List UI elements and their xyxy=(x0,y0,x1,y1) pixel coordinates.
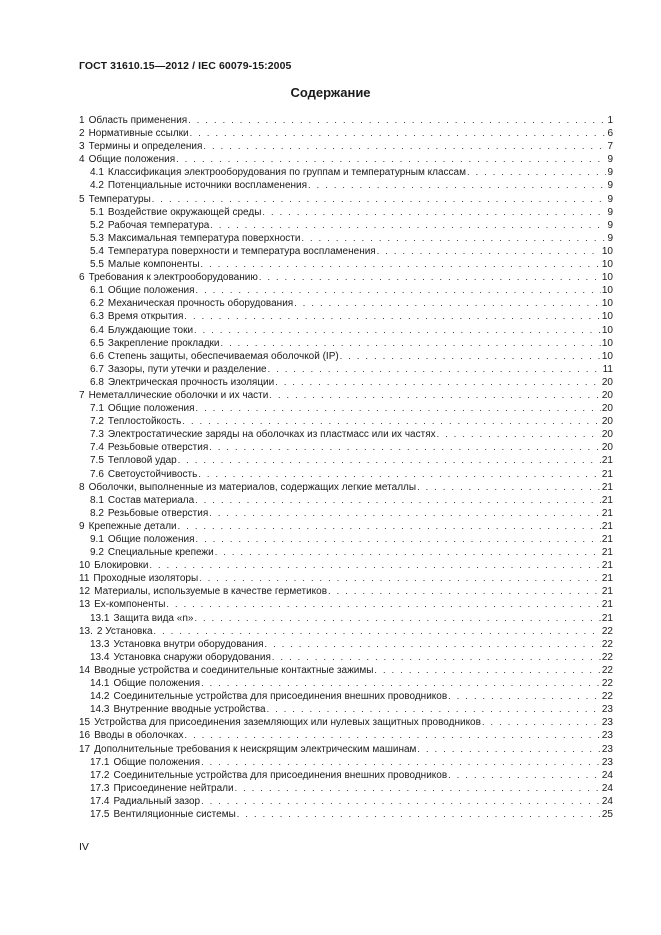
toc-entry-title: Механическая прочность оборудования xyxy=(107,298,294,310)
toc-entry[interactable] xyxy=(79,310,613,323)
toc-dot-leader xyxy=(265,638,601,651)
toc-entry[interactable] xyxy=(79,153,613,166)
toc-entry-title: Зазоры, пути утечки и разделение xyxy=(107,363,267,375)
toc-entry-title: Специальные крепежи xyxy=(107,547,214,559)
toc-entry-page: 21 xyxy=(601,507,613,519)
document-header: ГОСТ 31610.15—2012 / IEC 60079-15:2005 xyxy=(79,60,292,72)
toc-entry-title: Требования к электрооборудованию xyxy=(88,272,258,284)
toc-entry-page: 21 xyxy=(601,468,613,480)
toc-entry[interactable] xyxy=(79,441,613,454)
toc-entry-title: Установка внутри оборудования xyxy=(113,638,264,650)
toc-entry-title: Материалы, используемые в качестве герметиков xyxy=(94,586,328,598)
toc-entry[interactable] xyxy=(79,415,613,428)
toc-dot-leader xyxy=(194,612,600,625)
toc-entry-page: 9 xyxy=(607,193,613,205)
toc-entry[interactable] xyxy=(79,743,613,756)
toc-dot-leader xyxy=(417,481,601,494)
page-number: IV xyxy=(79,841,89,853)
toc-dot-leader xyxy=(269,389,601,402)
toc-entry-number: 6.7 xyxy=(90,363,104,375)
toc-dot-leader xyxy=(190,127,607,140)
toc-dot-leader xyxy=(209,441,601,454)
toc-entry-page: 6 xyxy=(607,128,613,140)
toc-entry-page: 10 xyxy=(601,272,613,284)
toc-entry-title: Общие положения xyxy=(113,678,201,690)
toc-entry-page: 10 xyxy=(601,337,613,349)
toc-entry-page: 21 xyxy=(601,481,613,493)
toc-entry-title: Устройства для присоединения заземляющих или нулевых защитных проводников xyxy=(94,717,481,729)
toc-entry[interactable] xyxy=(79,454,613,467)
toc-entry[interactable] xyxy=(79,782,613,795)
toc-entry-number: 7 xyxy=(79,389,85,401)
toc-dot-leader xyxy=(188,114,606,127)
toc-dot-leader xyxy=(203,140,606,153)
toc-entry[interactable] xyxy=(79,598,613,611)
toc-entry-title: Блуждающие токи xyxy=(107,324,194,336)
toc-entry[interactable] xyxy=(79,769,613,782)
toc-entry-title: Резьбовые отверстия xyxy=(107,507,209,519)
toc-entry-title: Максимальная температура поверхности xyxy=(107,232,301,244)
toc-entry[interactable] xyxy=(79,297,613,310)
toc-entry-title: Температура поверхности и температура воспламенения xyxy=(107,245,376,257)
toc-dot-leader xyxy=(195,494,601,507)
toc-entry-page: 24 xyxy=(601,782,613,794)
toc-entry-page: 10 xyxy=(601,298,613,310)
toc-entry-number: 17.3 xyxy=(90,782,110,794)
toc-entry-number: 10 xyxy=(79,560,91,572)
toc-entry-page: 10 xyxy=(601,350,613,362)
toc-entry-page: 23 xyxy=(601,704,613,716)
toc-entry-page: 23 xyxy=(601,743,613,755)
toc-entry-title: Нормативные ссылки xyxy=(88,128,189,140)
toc-dot-leader xyxy=(176,153,606,166)
toc-dot-leader xyxy=(201,258,601,271)
toc-entry-page: 9 xyxy=(607,219,613,231)
toc-entry-title: Ex-компоненты xyxy=(94,599,166,611)
toc-entry-page: 10 xyxy=(601,259,613,271)
toc-entry[interactable] xyxy=(79,193,613,206)
toc-entry-page: 10 xyxy=(601,324,613,336)
toc-dot-leader xyxy=(237,808,601,821)
toc-dot-leader xyxy=(301,232,606,245)
toc-entry[interactable] xyxy=(79,219,613,232)
toc-entry[interactable] xyxy=(79,808,613,821)
toc-entry-number: 14 xyxy=(79,664,91,676)
toc-entry-number: 7.1 xyxy=(90,403,104,415)
toc-entry-number: 5.1 xyxy=(90,206,104,218)
toc-entry-page: 9 xyxy=(607,167,613,179)
toc-entry-number: 14.1 xyxy=(90,678,110,690)
toc-entry-title: Степень защиты, обеспечиваемая оболочкой (IP) xyxy=(107,350,339,362)
toc-entry[interactable] xyxy=(79,559,613,572)
toc-entry-page: 23 xyxy=(601,717,613,729)
toc-entry-title: Воздействие окружающей среды xyxy=(107,206,262,218)
toc-entry-page: 21 xyxy=(601,547,613,559)
toc-entry-number: 8.2 xyxy=(90,507,104,519)
toc-entry-title: Общие положения xyxy=(107,403,195,415)
toc-entry[interactable] xyxy=(79,494,613,507)
toc-entry-title: Общие положения xyxy=(113,756,201,768)
toc-entry-number: 4.1 xyxy=(90,167,104,179)
toc-dot-leader xyxy=(199,572,601,585)
toc-entry-number: 5.4 xyxy=(90,245,104,257)
toc-entry[interactable] xyxy=(79,337,613,350)
toc-entry[interactable] xyxy=(79,651,613,664)
toc-entry[interactable] xyxy=(79,572,613,585)
toc-entry-page: 25 xyxy=(601,808,613,820)
toc-dot-leader xyxy=(268,363,602,376)
toc-entry-title: Термины и определения xyxy=(88,141,203,153)
toc-dot-leader xyxy=(294,297,601,310)
toc-entry-number: 6.1 xyxy=(90,285,104,297)
toc-entry-page: 21 xyxy=(601,599,613,611)
toc-entry-page: 23 xyxy=(601,730,613,742)
toc-entry-title: 2 Установка xyxy=(96,625,153,637)
toc-dot-leader xyxy=(185,729,601,742)
toc-entry-page: 22 xyxy=(601,651,613,663)
toc-entry[interactable] xyxy=(79,179,613,192)
toc-entry-page: 20 xyxy=(601,416,613,428)
toc-dot-leader xyxy=(235,782,601,795)
toc-entry[interactable] xyxy=(79,664,613,677)
toc-dot-leader xyxy=(166,598,600,611)
toc-entry-title: Состав материала xyxy=(107,494,195,506)
toc-entry-number: 6.3 xyxy=(90,311,104,323)
toc-dot-leader xyxy=(215,546,601,559)
toc-entry-title: Закрепление прокладки xyxy=(107,337,220,349)
toc-entry-page: 23 xyxy=(601,756,613,768)
toc-entry[interactable] xyxy=(79,324,613,337)
toc-entry[interactable] xyxy=(79,232,613,245)
toc-entry[interactable] xyxy=(79,795,613,808)
toc-dot-leader xyxy=(184,310,600,323)
toc-entry-number: 13.4 xyxy=(90,651,110,663)
toc-dot-leader xyxy=(220,337,600,350)
toc-entry-title: Электрическая прочность изоляции xyxy=(107,376,275,388)
toc-entry-number: 5 xyxy=(79,193,85,205)
toc-dot-leader xyxy=(275,376,601,389)
toc-entry-page: 9 xyxy=(607,232,613,244)
toc-entry-title: Время открытия xyxy=(107,311,184,323)
toc-entry-number: 12 xyxy=(79,586,91,598)
toc-entry[interactable] xyxy=(79,284,613,297)
toc-dot-leader xyxy=(437,428,601,441)
toc-entry-title: Проходные изоляторы xyxy=(93,573,199,585)
toc-entry[interactable] xyxy=(79,402,613,415)
toc-entry-title: Потенциальные источники воспламенения xyxy=(107,180,308,192)
toc-entry-page: 20 xyxy=(601,376,613,388)
toc-dot-leader xyxy=(377,245,601,258)
toc-entry-page: 1 xyxy=(607,115,613,126)
toc-entry-page: 9 xyxy=(607,180,613,192)
toc-entry-number: 5.3 xyxy=(90,232,104,244)
toc-dot-leader xyxy=(201,795,601,808)
toc-entry-number: 9.1 xyxy=(90,534,104,545)
toc-dot-leader xyxy=(308,179,606,192)
toc-entry-title: Дополнительные требования к неискрящим электрическим машинам xyxy=(94,743,417,755)
toc-entry[interactable] xyxy=(79,585,613,598)
toc-entry[interactable] xyxy=(79,520,613,533)
toc-entry-number: 13.1 xyxy=(90,612,110,624)
toc-dot-leader xyxy=(149,559,600,572)
toc-entry-number: 17 xyxy=(79,743,91,755)
toc-dot-leader xyxy=(272,651,601,664)
toc-entry[interactable] xyxy=(79,612,613,625)
toc-entry-number: 13. xyxy=(79,625,93,637)
toc-entry-number: 17.2 xyxy=(90,769,110,781)
toc-entry[interactable] xyxy=(79,507,613,520)
toc-entry-title: Светоустойчивость xyxy=(107,468,198,480)
toc-entry-page: 20 xyxy=(601,403,613,415)
toc-entry-title: Защита вида «n» xyxy=(113,612,194,624)
toc-entry-page: 20 xyxy=(601,389,613,401)
toc-entry-title: Общие положения xyxy=(107,534,195,545)
toc-entry-title: Вентиляционные системы xyxy=(113,808,236,820)
toc-entry[interactable] xyxy=(79,533,613,546)
toc-entry-number: 7.3 xyxy=(90,429,104,441)
toc-entry[interactable] xyxy=(79,363,613,376)
toc-entry-title: Общие положения xyxy=(107,285,195,297)
toc-entry-number: 13.3 xyxy=(90,638,110,650)
toc-entry-number: 9 xyxy=(79,520,85,532)
toc-entry[interactable] xyxy=(79,703,613,716)
toc-entry-number: 6.8 xyxy=(90,376,104,388)
toc-entry-number: 6.6 xyxy=(90,350,104,362)
toc-entry[interactable] xyxy=(79,756,613,769)
toc-dot-leader xyxy=(209,507,601,520)
toc-dot-leader xyxy=(467,166,606,179)
toc-entry-number: 8 xyxy=(79,481,85,493)
toc-entry-title: Область применения xyxy=(88,115,188,126)
toc-entry-title: Соединительные устройства для присоединения внешних проводников xyxy=(113,691,448,703)
toc-entry[interactable] xyxy=(79,114,613,127)
toc-entry[interactable] xyxy=(79,638,613,651)
toc-entry[interactable] xyxy=(79,546,613,559)
toc-entry-title: Неметаллические оболочки и их части xyxy=(88,389,269,401)
toc-entry-page: 24 xyxy=(601,795,613,807)
toc-entry-page: 20 xyxy=(601,429,613,441)
toc-dot-leader xyxy=(196,402,601,415)
toc-entry-number: 3 xyxy=(79,141,85,153)
toc-entry-number: 9.2 xyxy=(90,547,104,559)
toc-dot-leader xyxy=(448,690,601,703)
table-of-contents xyxy=(79,114,613,821)
toc-entry-title: Вводы в оболочках xyxy=(94,730,184,742)
toc-dot-leader xyxy=(328,585,601,598)
toc-entry-title: Оболочки, выполненные из материалов, содержащих легкие металлы xyxy=(88,481,417,493)
toc-dot-leader xyxy=(374,664,600,677)
toc-entry-number: 1 xyxy=(79,115,85,126)
toc-entry[interactable] xyxy=(79,729,613,742)
toc-entry-page: 7 xyxy=(607,141,613,153)
toc-entry[interactable] xyxy=(79,166,613,179)
toc-dot-leader xyxy=(340,350,601,363)
toc-entry-page: 22 xyxy=(601,678,613,690)
toc-entry-number: 7.6 xyxy=(90,468,104,480)
toc-entry[interactable] xyxy=(79,468,613,481)
toc-entry-page: 21 xyxy=(601,612,613,624)
toc-entry-number: 7.5 xyxy=(90,455,104,467)
toc-entry-page: 21 xyxy=(601,573,613,585)
toc-entry-number: 6.2 xyxy=(90,298,104,310)
toc-entry-page: 10 xyxy=(601,285,613,297)
toc-dot-leader xyxy=(448,769,601,782)
toc-entry-page: 22 xyxy=(601,664,613,676)
toc-entry-page: 11 xyxy=(602,363,613,375)
toc-dot-leader xyxy=(198,468,601,481)
toc-entry-page: 21 xyxy=(601,520,613,532)
toc-entry-number: 4 xyxy=(79,154,85,166)
toc-entry-title: Установка снаружи оборудования xyxy=(113,651,271,663)
toc-entry-page: 20 xyxy=(601,442,613,454)
toc-entry-title: Вводные устройства и соединительные контактные зажимы xyxy=(94,664,374,676)
toc-entry-title: Рабочая температура xyxy=(107,219,210,231)
toc-dot-leader xyxy=(201,756,601,769)
toc-entry[interactable] xyxy=(79,140,613,153)
toc-entry-title: Общие положения xyxy=(88,154,176,166)
toc-entry-number: 17.1 xyxy=(90,756,110,768)
toc-entry-title: Электростатические заряды на оболочках из пластмасс или их частях xyxy=(107,429,436,441)
toc-entry-page: 21 xyxy=(601,455,613,467)
toc-entry-title: Малые компоненты xyxy=(107,259,200,271)
toc-entry[interactable] xyxy=(79,350,613,363)
toc-entry[interactable] xyxy=(79,376,613,389)
toc-dot-leader xyxy=(182,415,600,428)
toc-entry-number: 7.4 xyxy=(90,442,104,454)
toc-entry-number: 17.4 xyxy=(90,795,110,807)
toc-entry-number: 4.2 xyxy=(90,180,104,192)
toc-dot-leader xyxy=(210,219,606,232)
toc-entry-number: 5.2 xyxy=(90,219,104,231)
toc-entry-page: 21 xyxy=(601,586,613,598)
toc-dot-leader xyxy=(196,533,601,546)
toc-entry-title: Резьбовые отверстия xyxy=(107,442,209,454)
toc-dot-leader xyxy=(201,677,601,690)
toc-entry-page: 22 xyxy=(601,638,613,650)
toc-entry-number: 8.1 xyxy=(90,494,104,506)
toc-dot-leader xyxy=(259,271,601,284)
toc-entry[interactable] xyxy=(79,677,613,690)
toc-dot-leader xyxy=(178,454,601,467)
toc-entry[interactable] xyxy=(79,389,613,402)
toc-entry[interactable] xyxy=(79,625,613,638)
toc-entry-page: 21 xyxy=(601,560,613,572)
toc-entry[interactable] xyxy=(79,428,613,441)
toc-entry-page: 9 xyxy=(607,206,613,218)
toc-dot-leader xyxy=(262,206,606,219)
toc-entry[interactable] xyxy=(79,481,613,494)
toc-entry[interactable] xyxy=(79,690,613,703)
toc-entry-page: 24 xyxy=(601,769,613,781)
toc-entry[interactable] xyxy=(79,127,613,140)
toc-entry[interactable] xyxy=(79,258,613,271)
toc-entry[interactable] xyxy=(79,716,613,729)
toc-entry-number: 5.5 xyxy=(90,259,104,271)
toc-entry-title: Температуры xyxy=(88,193,151,205)
toc-entry-number: 7.2 xyxy=(90,416,104,428)
page-title: Содержание xyxy=(290,85,371,100)
toc-dot-leader xyxy=(152,193,607,206)
toc-entry-number: 14.2 xyxy=(90,691,110,703)
toc-entry-title: Присоединение нейтрали xyxy=(113,782,234,794)
toc-entry-number: 15 xyxy=(79,717,91,729)
toc-entry-number: 6.5 xyxy=(90,337,104,349)
toc-entry-number: 14.3 xyxy=(90,704,110,716)
toc-entry-page: 10 xyxy=(601,311,613,323)
toc-dot-leader xyxy=(194,324,601,337)
toc-entry-number: 17.5 xyxy=(90,808,110,820)
toc-entry-number: 2 xyxy=(79,128,85,140)
toc-dot-leader xyxy=(417,743,600,756)
toc-entry-page: 10 xyxy=(601,245,613,257)
toc-entry-title: Радиальный зазор xyxy=(113,795,201,807)
toc-entry-title: Крепежные детали xyxy=(88,520,177,532)
toc-dot-leader xyxy=(482,716,601,729)
toc-entry[interactable] xyxy=(79,206,613,219)
toc-entry-number: 16 xyxy=(79,730,91,742)
toc-entry-title: Блокировки xyxy=(94,560,149,572)
toc-entry-title: Тепловой удар xyxy=(107,455,177,467)
toc-entry-title: Классификация электрооборудования по группам и температурным классам xyxy=(107,167,466,179)
toc-dot-leader xyxy=(267,703,601,716)
toc-dot-leader xyxy=(178,520,601,533)
toc-entry-number: 13 xyxy=(79,599,91,611)
toc-entry-page: 21 xyxy=(601,534,613,545)
toc-entry-title: Теплостойкость xyxy=(107,416,182,428)
toc-entry-title: Соединительные устройства для присоединения внешних проводников xyxy=(113,769,448,781)
toc-entry-page: 21 xyxy=(601,494,613,506)
toc-entry-title: Внутренние вводные устройства xyxy=(113,704,266,716)
toc-dot-leader xyxy=(154,625,601,638)
toc-dot-leader xyxy=(196,284,601,297)
toc-entry[interactable] xyxy=(79,245,613,258)
toc-entry[interactable] xyxy=(79,271,613,284)
toc-entry-page: 9 xyxy=(607,154,613,166)
toc-entry-number: 6 xyxy=(79,272,85,284)
toc-entry-number: 6.4 xyxy=(90,324,104,336)
toc-entry-page: 22 xyxy=(601,691,613,703)
toc-entry-page: 22 xyxy=(601,625,613,637)
toc-entry-number: 11 xyxy=(79,573,90,585)
